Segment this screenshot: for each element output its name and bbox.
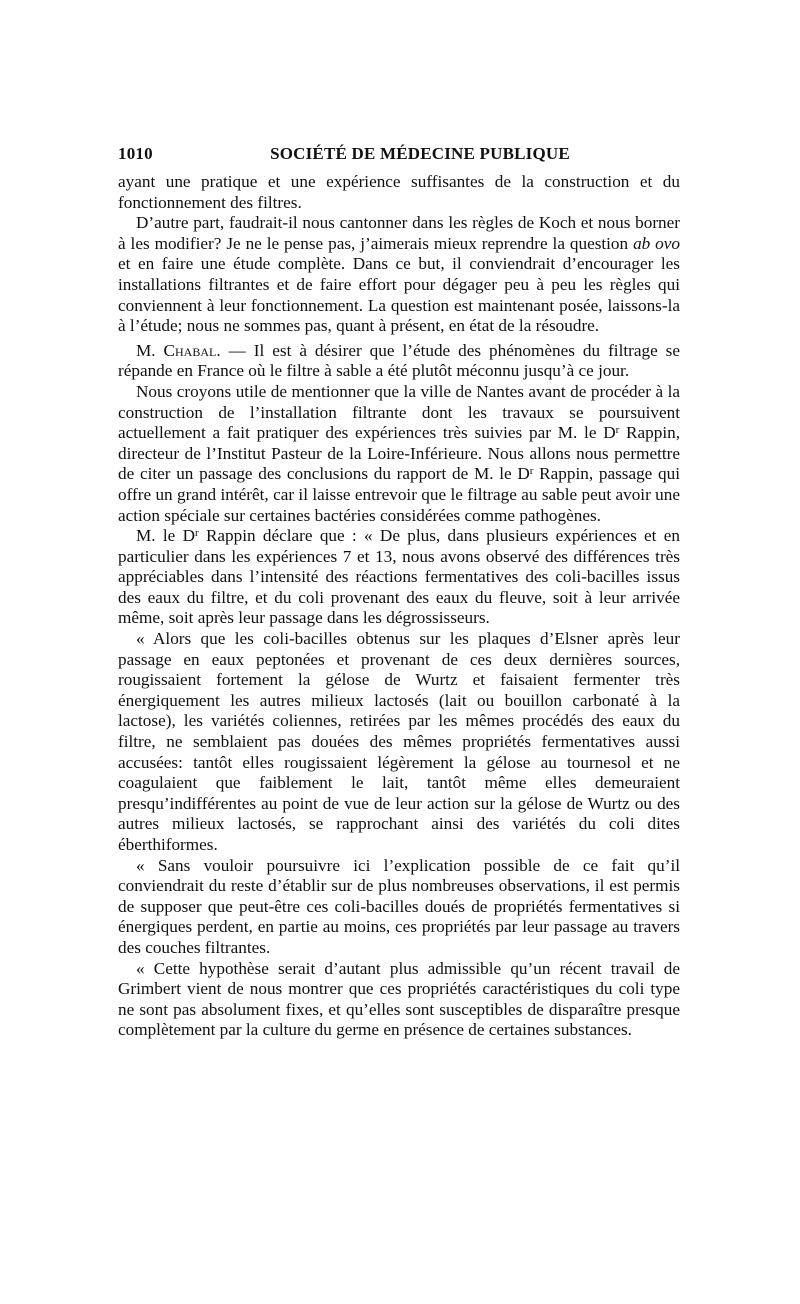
page-number: 1010	[118, 144, 153, 163]
speaker-name: M. Chabal.	[136, 340, 221, 360]
paragraph-koch-rules: D’autre part, faudrait-il nous cantonner dans les règles de Koch et nous borner à les modifier? Je ne le pense pas, j’aimerais mieux reprendre la question ab ovo et en faire une étude complète. Dans ce but, il conviendrait d’encourager les installations filtrantes et de faire effort pour dégager peu à peu les règles qui conviennent à leur fonctionnement. La question est maintenant posée, laissons-la à l’étude; nous ne sommes pas, quant à présent, en état de la résoudre.	[118, 213, 680, 336]
book-page	[118, 144, 680, 1041]
paragraph-grimbert: « Cette hypothèse serait d’autant plus admissible qu’un récent travail de Grimbert vient de nous montrer que ces propriétés caractéristiques du coli type ne sont pas absolument fixes, et qu’elles sont susceptibles de disparaître presque complètement par la culture du germe en présence de certaines substances.	[118, 958, 680, 1040]
paragraph-hypothesis-filtering: « Sans vouloir poursuivre ici l’explication possible de ce fait qu’il conviendrait du reste d’établir sur de plus nombreuses observations, il est permis de supposer que peut-être ces coli-bacilles doués de propriétés fermentatives si énergiques perdent, en partie au moins, ces propriétés par leur passage au travers des couches filtrantes.	[118, 855, 680, 957]
running-title: SOCIÉTÉ DE MÉDECINE PUBLIQUE	[270, 144, 570, 163]
italic-ab-ovo: ab ovo	[633, 233, 680, 253]
paragraph-rappin-declaration: M. le $D^r$ Rappin déclare que : « De plus, dans plusieurs expériences et en particulier dans les expériences 7 et 13, nous avons observé des différences très appréciables dans l’intensité des réactions fermentatives des coli-bacilles issus des eaux du filtre, et du coli provenant des eaux du fleuve, soit à leur arrivée même, soit après leur passage dans les dégrossisseurs.	[118, 526, 680, 628]
page-header	[118, 144, 680, 168]
paragraph-chabal: M. Chabal. — Il est à désirer que l’étude des phénomènes du filtrage se répande en France où le filtre à sable a été plutôt méconnu jusqu’à ce jour.	[118, 340, 680, 381]
paragraph-continued: ayant une pratique et une expérience suffisantes de la construction et du fonctionnement des filtres.	[118, 172, 680, 212]
paragraph-nantes: Nous croyons utile de mentionner que la ville de Nantes avant de procéder à la construction de l’installation filtrante dont les travaux se poursuivent actuellement a fait pratiquer des expériences très suivies par M. le $D^r$ Rappin, directeur de l’Institut Pasteur de la Loire-Inférieure. Nous allons nous permettre de citer un passage des conclusions du rapport de M. le $D^r$ Rappin, passage qui offre un grand intérêt, car il laisse entrevoir que le filtrage au sable peut avoir une action spéciale sur certaines bactéries considérées comme pathogènes.	[118, 381, 680, 525]
paragraph-elsner-plates: « Alors que les coli-bacilles obtenus sur les plaques d’Elsner après leur passage en eaux peptonées et provenant de ces deux dernières sources, rougissaient fortement la gélose de Wurtz et faisaient fermenter très énergiquement les autres milieux lactosés (lait ou bouillon carbonaté à la lactose), les variétés coliennes, retirées par les mêmes procédés des eaux du filtre, ne semblaient pas douées des mêmes propriétés fermentatives aussi accusées: tantôt elles rougissaient légèrement la gélose au tournesol et ne coagulaient que faiblement le lait, tantôt même elles demeuraient presqu’indifférentes au point de vue de leur action sur la gélose de Wurtz ou des autres milieux lactosés, se rapprochant ainsi des variétés du coli dites éberthiformes.	[118, 629, 680, 854]
